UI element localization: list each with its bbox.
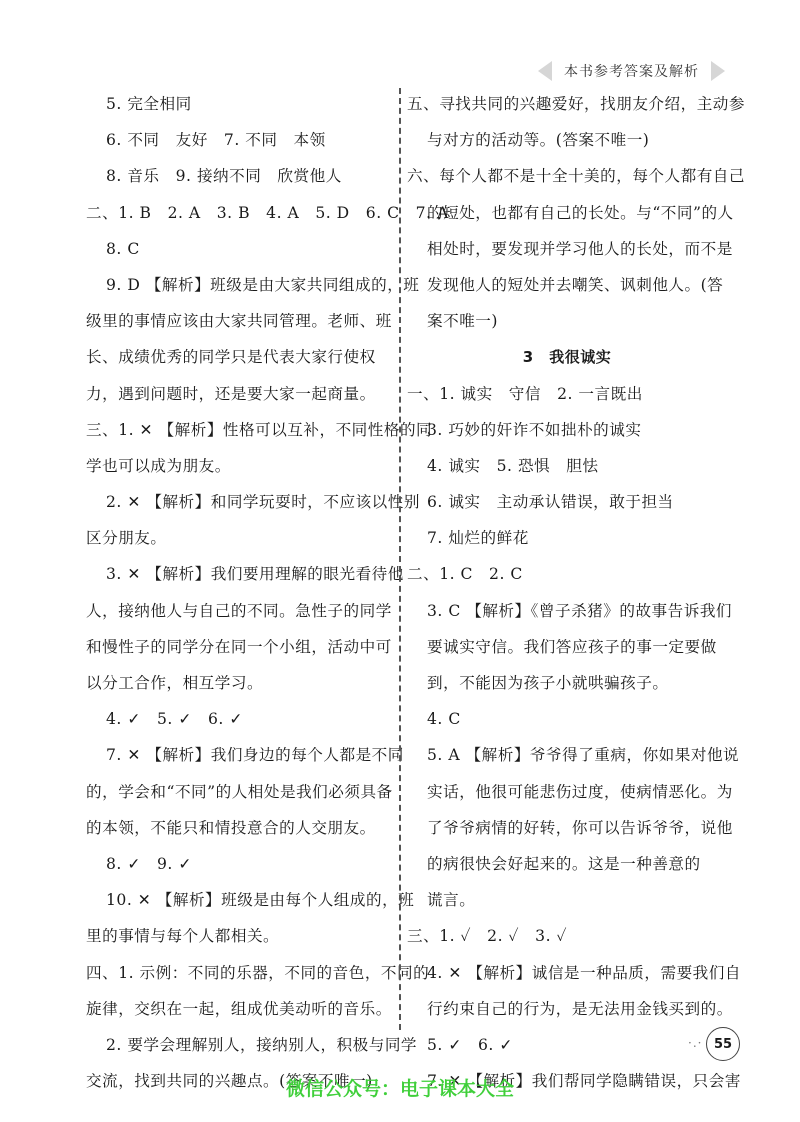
- answer-line: 与对方的活动等。(答案不唯一): [427, 131, 650, 150]
- answer-line: 的短处，也都有自己的长处。与“不同”的人: [427, 203, 734, 222]
- answer-line: 了爷爷病情的好转，你可以告诉爷爷，说他: [427, 818, 733, 837]
- answer-line: 五、寻找共同的兴趣爱好，找朋友介绍，主动参: [407, 95, 745, 113]
- answer-line: 3. C 【解析】《曾子杀猪》的故事告诉我们: [427, 601, 733, 620]
- answer-line: 里的事情与每个人都相关。: [86, 927, 280, 946]
- answer-line: 六、每个人都不是十全十美的，每个人都有自己: [407, 167, 745, 186]
- answer-line: 8. ✓ 9. ✓: [106, 854, 192, 873]
- answer-line: 7. ✕ 【解析】我们身边的每个人都是不同: [106, 746, 404, 765]
- answer-line: 2. 要学会理解别人，接纳别人，积极与同学: [106, 1035, 418, 1054]
- answer-line: 到，不能因为孩子小就哄骗孩子。: [427, 674, 669, 692]
- answer-line: 8. C: [106, 239, 140, 258]
- answer-line: 10. ✕ 【解析】班级是由每个人组成的，班: [106, 891, 415, 910]
- answer-line: 2. ✕ 【解析】和同学玩耍时，不应该以性别: [106, 493, 420, 512]
- right-column: [407, 86, 745, 1099]
- answer-line: 旋律，交织在一起，组成优美动听的音乐。: [86, 999, 392, 1018]
- answer-line: 7. 灿烂的鲜花: [427, 529, 529, 548]
- answer-line: 长、成绩优秀的同学只是代表大家行使权: [86, 348, 376, 367]
- answer-line: 一、1. 诚实 守信 2. 一言既出: [407, 384, 643, 403]
- footer-watermark: 微信公众号：电子课本大全: [285, 1078, 514, 1100]
- header-title: 本书参考答案及解析: [564, 64, 699, 80]
- answer-line: 5. A 【解析】爷爷得了重病，你如果对他说: [427, 746, 740, 765]
- answer-line: 行约束自己的行为，是无法用金钱买到的。: [427, 999, 733, 1018]
- answer-line: 5. ✓ 6. ✓: [427, 1035, 513, 1054]
- section-heading: 3 我很诚实: [522, 348, 612, 367]
- answer-line: 级里的事情应该由大家共同管理。老师、班: [86, 312, 392, 331]
- answer-line: 要诚实守信。我们答应孩子的事一定要做: [427, 637, 717, 656]
- answer-line: 的，学会和“不同”的人相处是我们必须具备: [86, 782, 393, 801]
- answer-line: 二、1. B 2. A 3. B 4. A 5. D 6. C 7. A: [86, 203, 449, 222]
- answer-line: 发现他人的短处并去嘲笑、讽刺他人。(答: [427, 275, 724, 294]
- answer-line: 4. ✕ 【解析】诚信是一种品质，需要我们自: [427, 963, 741, 982]
- answer-line: 4. 诚实 5. 恐惧 胆怯: [427, 456, 599, 475]
- answer-line: 8. 音乐 9. 接纳不同 欣赏他人: [106, 167, 342, 186]
- answer-line: 的本领，不能只和情投意合的人交朋友。: [86, 818, 376, 837]
- answer-line: 学也可以成为朋友。: [86, 456, 231, 475]
- answer-line: 案不唯一): [427, 312, 498, 331]
- answer-line: 7. ✕ 【解析】我们帮同学隐瞒错误，只会害: [427, 1072, 741, 1091]
- answer-line: 相处时，要发现并学习他人的长处，而不是: [427, 239, 733, 258]
- answer-line: 三、1. ✕ 【解析】性格可以互补，不同性格的同: [86, 420, 433, 439]
- answer-line: 三、1. ✓ 2. ✓ 3. ✓: [407, 927, 568, 946]
- answer-line: 和慢性子的同学分在同一个小组，活动中可: [86, 637, 392, 656]
- answer-line: 6. 不同 友好 7. 不同 本领: [106, 131, 326, 150]
- answer-line: 实话，他很可能悲伤过度，使病情恶化。为: [427, 782, 733, 801]
- answer-line: 人，接纳他人与自己的不同。急性子的同学: [86, 601, 392, 620]
- page-header: [538, 58, 725, 84]
- answer-line: 9. D 【解析】班级是由大家共同组成的，班: [106, 275, 420, 294]
- column-divider: [399, 88, 401, 1030]
- answer-line: 交流，找到共同的兴趣点。(答案不唯一): [86, 1072, 373, 1091]
- answer-line: 二、1. C 2. C: [407, 565, 523, 584]
- answer-line: 3. 巧妙的奸诈不如拙朴的诚实: [427, 420, 642, 439]
- answer-line: 4. C: [427, 710, 461, 729]
- decorative-dots: ·.·: [688, 1036, 703, 1050]
- right-triangle-icon: [711, 61, 725, 81]
- answer-line: 4. ✓ 5. ✓ 6. ✓: [106, 710, 243, 729]
- answer-line: 力，遇到问题时，还是要大家一起商量。: [86, 384, 376, 403]
- answer-line: 3. ✕ 【解析】我们要用理解的眼光看待他: [106, 565, 404, 584]
- answer-line: 区分朋友。: [86, 529, 167, 548]
- answer-line: 的病很快会好起来的。这是一种善意的: [427, 854, 701, 873]
- answer-line: 以分工合作，相互学习。: [86, 674, 264, 692]
- answer-line: 5. 完全相同: [106, 95, 192, 113]
- answer-line: 四、1. 示例：不同的乐器，不同的音色，不同的: [86, 963, 430, 982]
- page-number: 55: [706, 1027, 740, 1061]
- answer-line: 6. 诚实 主动承认错误，敢于担当: [427, 493, 674, 512]
- answer-line: 谎言。: [427, 891, 476, 910]
- left-triangle-icon: [538, 61, 552, 81]
